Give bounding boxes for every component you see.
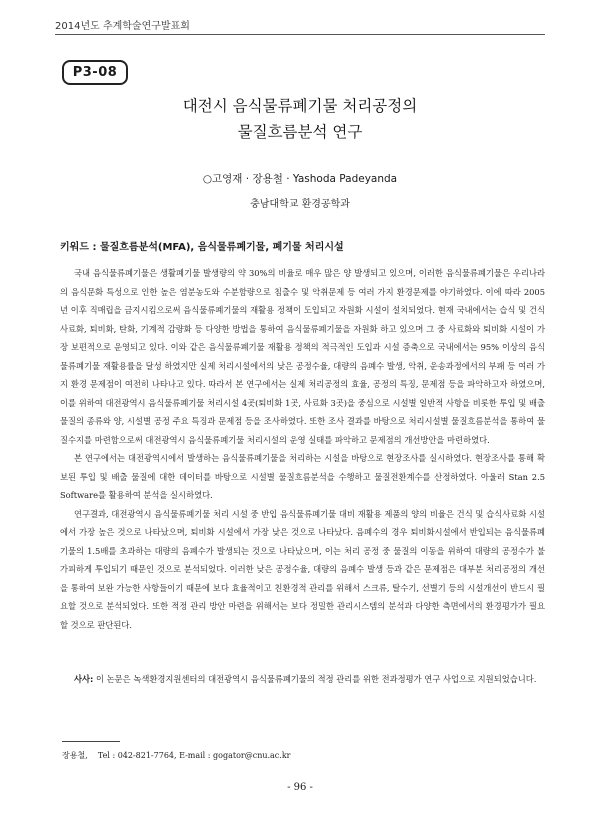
paper-title-line-1: 대전시 음식물류폐기물 처리공정의: [182, 97, 418, 115]
footnote-contact: 장용철, Tel : 042-821-7764, E-mail : gogator@cnu.ac.kr: [62, 751, 291, 760]
body-paragraph-1: 국내 음식물류폐기물은 생활폐기물 발생량의 약 30%의 비율로 매우 많은 양 발생되고 있으며, 이러한 음식물류폐기물은 우리나라의 음식문화 특성으로 인한 높은 염분농도와 수분함량으로 침출수 및 악취문제 등 여러 가지 환경문제를 야기하였다. 이에 따라 2005년 이후 직매립을 금지시킴으로써 음식물류폐기물의 재활용 정책이 도입되고 자원화 시설이 설치되었다. 현재 국내에서는 습식 및 건식 사료화, 퇴비화, 탄화, 기계적 감량화 등 다양한 방법을 통하여 음식물류폐기물을 자원화 하고 있으며 그 중 사료화와 퇴비화 시설이 가장 보편적으로 운영되고 있다. 이와 같은 음식물류폐기물 재활용 정책의 적극적인 도입과 시설 증축으로 국내에서는 95% 이상의 음식물류폐기물 재활용률을 달성 하였지만 실제 처리시설에서의 낮은 공정수율, 대량의 음폐수 발생, 악취, 운송과정에서의 부패 등 여러 가지 환경 문제점이 여전히 나타나고 있다. 따라서 본 연구에서는 실제 처리공정의 효율, 공정의 특징, 문제점 등을 파악하고자 하였으며, 이를 위하여 대전광역시 음식물류폐기물 처리시설 4곳(퇴비화 1곳, 사료화 3곳)을 중심으로 시설별 일반적 사항을 비롯한 투입 및 배출 물질의 종류와 양, 시설별 공정 주요 특징과 문제점 등을 조사하였다. 또한 조사 결과를 바탕으로 처리시설별 물질흐름분석을 통하여 물질수지를 마련함으로써 대전광역시 음식물류폐기물 처리시설의 운영 실태를 파악하고 문제점의 개선방안을 마련하였다.: [60, 268, 545, 445]
author-list: ○고영재 · 장용철 · Yashoda Padeyanda: [202, 173, 398, 185]
abstract-body: [60, 264, 545, 634]
body-paragraph-2: 본 연구에서는 대전광역시에서 발생하는 음식물류폐기물을 처리하는 시설을 바탕으로 현장조사를 실시하였다. 현장조사를 통해 확보된 투입 및 배출 물질에 대한 데이터를 바탕으로 시설별 물질흐름분석을 수행하고 물질전환계수를 산정하였다. 아울러 Stan 2.5 Software를 활용하여 분석을 실시하였다.: [60, 453, 545, 500]
footnote-divider: [62, 741, 120, 742]
acknowledgement-label: 사사:: [74, 674, 94, 684]
body-paragraph-3: 연구결과, 대전광역시 음식물류폐기물 처리 시설 중 반입 음식물류폐기물 대비 재활용 제품의 양의 비율은 건식 및 습식사료화 시설에서 가장 높은 것으로 나타났으며, 퇴비화 시설에서 가장 낮은 것으로 나타났다. 음폐수의 경우 퇴비화시설에서 반입되는 음식물류폐기물의 1.5배를 초과하는 대량의 음폐수가 발생되는 것으로 나타났으며, 이는 처리 공정 중 물질의 이동을 위하여 대량의 공정수가 불가피하게 투입되기 때문인 것으로 분석되었다. 이러한 낮은 공정수율, 대량의 음폐수 발생 등과 같은 문제점은 대부분 처리공정의 개선을 통하여 보완 가능한 사항들이기 때문에 보다 효율적이고 친환경적 관리를 위해서 스크류, 탈수기, 선별기 등의 시설개선이 반드시 필요할 것으로 분석되었다. 또한 적정 관리 방안 마련을 위해서는 보다 정밀한 관리시스템의 분석과 다양한 측면에서의 환경평가가 필요할 것으로 판단된다.: [60, 508, 545, 630]
acknowledgement: [60, 671, 545, 688]
paper-title: [0, 93, 600, 145]
acknowledgement-text: 이 논문은 녹색환경지원센터의 대전광역시 음식물류폐기물의 적정 관리를 위한 전과정평가 연구 사업으로 지원되었습니다.: [93, 674, 537, 684]
keywords: 키워드 : 물질흐름분석(MFA), 음식물류폐기물, 폐기물 처리시설: [60, 242, 344, 253]
page-number: - 96 -: [287, 782, 313, 793]
header-divider: [55, 34, 545, 35]
conference-header: 2014년도 추계학술연구발표회: [55, 21, 190, 32]
paper-title-line-2: 물질흐름분석 연구: [237, 123, 363, 141]
affiliation: 충남대학교 환경공학과: [250, 199, 350, 210]
paper-code-badge: P3-08: [62, 60, 128, 85]
